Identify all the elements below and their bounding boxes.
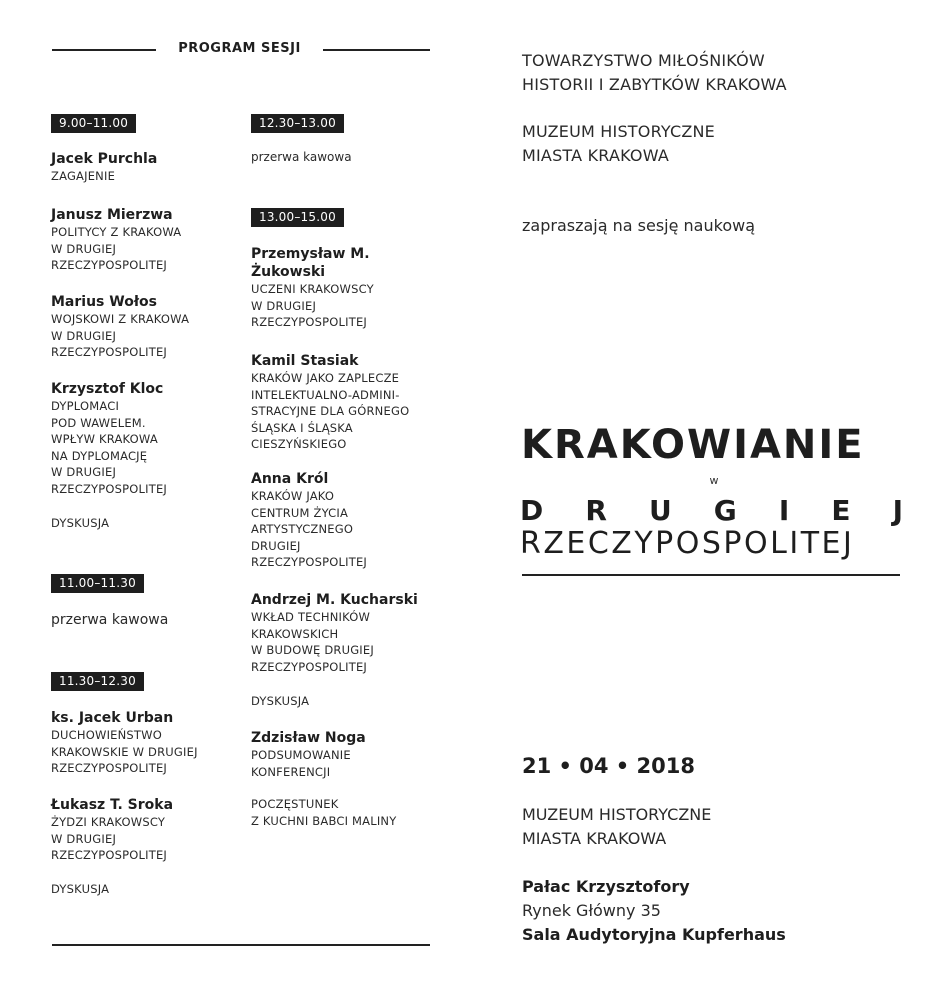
topic-line: STRACYJNE DLA GÓRNEGO	[251, 404, 410, 418]
topic-line: W BUDOWĘ DRUGIEJ	[251, 643, 374, 657]
session-item	[251, 352, 409, 453]
session-item	[51, 709, 198, 777]
speaker-name: Jacek Purchla	[51, 151, 158, 167]
time-slot: 9.00–11.00	[51, 114, 136, 133]
topic-line: W DRUGIEJ	[251, 298, 317, 313]
topic-line: RZECZYPOSPOLITEJ	[51, 481, 168, 496]
discussion-note: DYSKUSJA	[51, 516, 110, 530]
topic-line: INTELEKTUALNO-ADMINI-	[251, 387, 400, 402]
topic-line: KONFERENCJI	[251, 764, 331, 779]
session-item	[251, 245, 441, 331]
topic-line: RZECZYPOSPOLITEJ	[51, 258, 168, 272]
event-date: 21 • 04 • 2018	[522, 754, 695, 778]
topic-line: NA DYPLOMACJĘ	[51, 448, 148, 463]
program-heading: PROGRAM SESJI	[178, 41, 301, 56]
title-small-w: w	[709, 474, 719, 487]
topic-line: CIESZYŃSKIEGO	[251, 437, 347, 451]
speaker-name: Zdzisław Noga	[251, 730, 366, 746]
title-letter: I	[778, 494, 790, 527]
time-slot: 12.30–13.00	[251, 114, 344, 133]
break-note: przerwa kawowa	[251, 150, 352, 164]
time-slot: 13.00–15.00	[251, 208, 344, 227]
venue-room: Sala Audytoryjna Kupferhaus	[522, 925, 786, 944]
discussion-note: DYSKUSJA	[251, 694, 310, 708]
topic-line: ŚLĄSKA I ŚLĄSKA	[251, 420, 353, 435]
venue-place: Pałac Krzysztofory	[522, 877, 690, 896]
topic-line: DYPLOMACI	[51, 399, 120, 413]
topic-line: RZECZYPOSPOLITEJ	[51, 761, 168, 775]
topic-line: RZECZYPOSPOLITEJ	[51, 345, 168, 359]
discussion-note: DYSKUSJA	[51, 882, 110, 896]
organizer-2	[522, 120, 715, 168]
speaker-name: Przemysław M. Żukowski	[251, 246, 370, 280]
session-item	[251, 591, 418, 675]
title-letter: E	[831, 494, 851, 527]
title-last-line: RZECZYPOSPOLITEJ	[520, 526, 855, 561]
session-item	[51, 206, 181, 274]
venue-line: MUZEUM HISTORYCZNE	[522, 805, 712, 824]
title-letter: G	[713, 494, 737, 527]
topic-line: RZECZYPOSPOLITEJ	[251, 659, 368, 674]
speaker-name: Andrzej M. Kucharski	[251, 592, 418, 608]
topic-line: RZECZYPOSPOLITEJ	[251, 315, 368, 329]
program-bottom-rule	[52, 944, 430, 946]
break-note: przerwa kawowa	[51, 612, 169, 628]
title-letter: J	[892, 494, 903, 527]
topic-line: WPŁYW KRAKOWA	[51, 432, 158, 446]
title-letter: D	[520, 494, 544, 527]
refreshments-note	[251, 796, 396, 829]
speaker-name: Łukasz T. Sroka	[51, 797, 174, 813]
organizer-line: MIASTA KRAKOWA	[522, 146, 669, 165]
session-item	[51, 380, 167, 497]
topic-line: WKŁAD TECHNIKÓW	[251, 610, 371, 624]
invitation-text: zapraszają na sesję naukową	[522, 216, 755, 235]
title-underline	[522, 574, 900, 576]
topic-line: DUCHOWIEŃSTWO	[51, 728, 162, 742]
topic-line: KRAKOWSKICH	[251, 626, 339, 641]
program-rule-right	[323, 49, 430, 51]
organizer-line: MUZEUM HISTORYCZNE	[522, 122, 715, 141]
topic-line: W DRUGIEJ	[51, 831, 117, 846]
topic-line: POLITYCY Z KRAKOWA	[51, 225, 182, 239]
topic-line: W DRUGIEJ	[51, 328, 117, 343]
organizer-1	[522, 49, 787, 97]
topic-line: KRAKOWSKIE W DRUGIEJ	[51, 744, 198, 759]
title-letter: U	[648, 494, 672, 527]
refreshments-line: POCZĘSTUNEK	[251, 797, 339, 811]
session-item	[251, 729, 366, 780]
venue-line: MIASTA KRAKOWA	[522, 829, 667, 848]
organizer-line: TOWARZYSTWO MIŁOŚNIKÓW	[522, 51, 765, 70]
topic-line: RZECZYPOSPOLITEJ	[51, 848, 168, 862]
speaker-name: Anna Król	[251, 471, 329, 487]
time-slot: 11.00–11.30	[51, 574, 144, 593]
venue-address	[522, 875, 786, 947]
topic-line: UCZENI KRAKOWSCY	[251, 282, 374, 296]
topic-line: ZAGAJENIE	[51, 169, 116, 183]
topic-line: CENTRUM ŻYCIA	[251, 505, 349, 520]
topic-line: RZECZYPOSPOLITEJ	[251, 555, 368, 569]
speaker-name: Marius Wołos	[51, 294, 157, 310]
topic-line: KRAKÓW JAKO ZAPLECZE	[251, 371, 400, 385]
time-slot: 11.30–12.30	[51, 672, 144, 691]
refreshments-line: Z KUCHNI BABCI MALINY	[251, 813, 397, 828]
organizer-line: HISTORII I ZABYTKÓW KRAKOWA	[522, 75, 787, 94]
topic-line: W DRUGIEJ	[51, 241, 117, 256]
title-main: KRAKOWIANIE	[521, 422, 865, 468]
topic-line: PODSUMOWANIE	[251, 748, 351, 762]
session-item	[51, 150, 157, 185]
speaker-name: ks. Jacek Urban	[51, 710, 174, 726]
session-item	[51, 293, 189, 361]
topic-line: ARTYSTYCZNEGO	[251, 522, 354, 536]
topic-line: W DRUGIEJ	[51, 465, 117, 479]
topic-line: DRUGIEJ	[251, 538, 301, 553]
session-item	[251, 470, 367, 571]
title-letter: R	[585, 494, 607, 527]
topic-line: WOJSKOWI Z KRAKOWA	[51, 312, 190, 326]
speaker-name: Kamil Stasiak	[251, 353, 359, 369]
speaker-name: Janusz Mierzwa	[51, 207, 173, 223]
topic-line: ŻYDZI KRAKOWSCY	[51, 815, 166, 829]
venue-street: Rynek Główny 35	[522, 901, 661, 920]
session-item	[51, 796, 173, 864]
venue-museum	[522, 803, 711, 851]
title-drugiej	[520, 494, 903, 527]
topic-line: KRAKÓW JAKO	[251, 489, 335, 503]
program-rule-left	[52, 49, 156, 51]
topic-line: POD WAWELEM.	[51, 415, 146, 430]
speaker-name: Krzysztof Kloc	[51, 381, 164, 397]
